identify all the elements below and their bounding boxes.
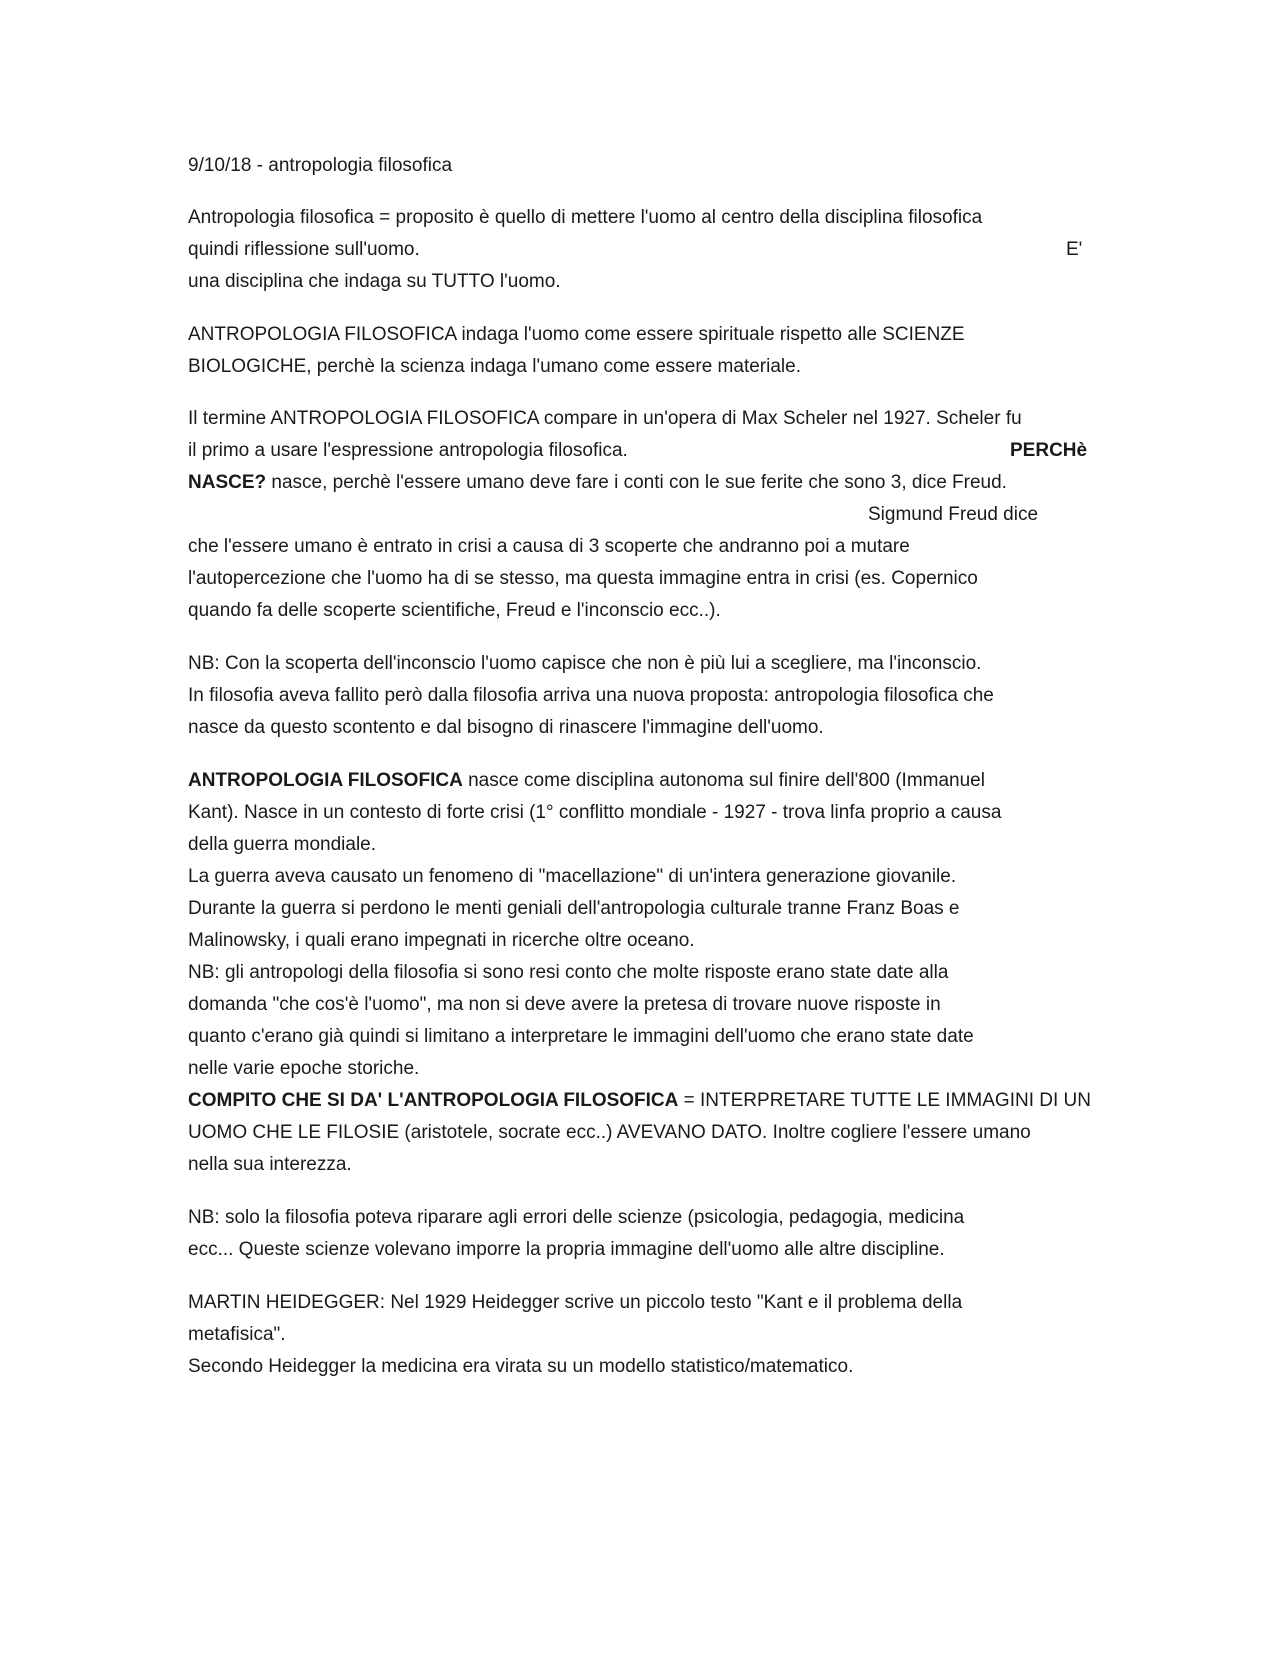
paragraph-3-line-7: quando fa delle scoperte scientifiche, Freud e l'inconscio ecc..). — [188, 600, 721, 621]
paragraph-3-line-4-right: Sigmund Freud dice — [868, 504, 1039, 525]
paragraph-3-bold-heading-right: PERCHè — [1010, 440, 1088, 461]
paragraph-5-line-8: domanda "che cos'è l'uomo", ma non si deve avere la pretesa di trovare nuove risposte in — [188, 994, 941, 1015]
paragraph-1-line-3: una disciplina che indaga su TUTTO l'uomo. — [188, 271, 561, 292]
paragraph-5-line-1 — [188, 769, 985, 793]
paragraph-5-line-12: UOMO CHE LE FILOSIE (aristotele, socrate ecc..) AVEVANO DATO. Inoltre cogliere l'essere umano — [188, 1122, 1031, 1143]
paragraph-1-line-2: quindi riflessione sull'uomo. — [188, 239, 420, 260]
paragraph-4-line-3: nasce da questo scontento e dal bisogno di rinascere l'immagine dell'uomo. — [188, 717, 824, 738]
paragraph-3-line-5: che l'essere umano è entrato in crisi a causa di 3 scoperte che andranno poi a mutare — [188, 536, 910, 557]
paragraph-5-bold-heading-2: COMPITO CHE SI DA' L'ANTROPOLOGIA FILOSOFICA — [188, 1090, 679, 1111]
paragraph-5-line-10: nelle varie epoche storiche. — [188, 1058, 420, 1079]
paragraph-5-line-4: La guerra aveva causato un fenomeno di "macellazione" di un'intera generazione giovanile. — [188, 866, 957, 887]
paragraph-5-bold-heading: ANTROPOLOGIA FILOSOFICA — [188, 770, 463, 791]
paragraph-3-line-2: il primo a usare l'espressione antropologia filosofica. — [188, 440, 628, 461]
paragraph-5-line-1-text: nasce come disciplina autonoma sul finire dell'800 (Immanuel — [462, 770, 985, 791]
paragraph-5-line-3: della guerra mondiale. — [188, 834, 377, 855]
paragraph-3-line-3-text: nasce, perchè l'essere umano deve fare i conti con le sue ferite che sono 3, dice Freud. — [266, 472, 1007, 493]
paragraph-5-line-7: NB: gli antropologi della filosofia si sono resi conto che molte risposte erano state date alla — [188, 962, 949, 983]
paragraph-7-line-3: Secondo Heidegger la medicina era virata su un modello statistico/matematico. — [188, 1356, 854, 1377]
paragraph-5-line-11-text: = INTERPRETARE TUTTE LE IMMAGINI DI UN — [678, 1090, 1091, 1111]
paragraph-2-line-1: ANTROPOLOGIA FILOSOFICA indaga l'uomo come essere spirituale rispetto alle SCIENZE — [188, 324, 965, 345]
paragraph-5-line-11 — [188, 1089, 1091, 1113]
paragraph-5-line-13: nella sua interezza. — [188, 1154, 352, 1175]
paragraph-3-line-3 — [188, 471, 1007, 495]
paragraph-5-line-2: Kant). Nasce in un contesto di forte crisi (1° conflitto mondiale - 1927 - trova linfa proprio a causa — [188, 802, 1002, 823]
paragraph-4-line-1: NB: Con la scoperta dell'inconscio l'uomo capisce che non è più lui a scegliere, ma l'inconscio. — [188, 653, 982, 674]
paragraph-7-line-1: MARTIN HEIDEGGER: Nel 1929 Heidegger scrive un piccolo testo "Kant e il problema della — [188, 1292, 963, 1313]
paragraph-7-line-2: metafisica". — [188, 1324, 286, 1345]
paragraph-2-line-2: BIOLOGICHE, perchè la scienza indaga l'umano come essere materiale. — [188, 356, 801, 377]
paragraph-1-line-1: Antropologia filosofica = proposito è quello di mettere l'uomo al centro della disciplina filosofica — [188, 207, 983, 228]
paragraph-3-line-1: Il termine ANTROPOLOGIA FILOSOFICA compare in un'opera di Max Scheler nel 1927. Scheler fu — [188, 408, 1022, 429]
paragraph-5-line-9: quanto c'erano già quindi si limitano a interpretare le immagini dell'uomo che erano state date — [188, 1026, 974, 1047]
paragraph-6-line-2: ecc... Queste scienze volevano imporre la propria immagine dell'uomo alle altre discipline. — [188, 1239, 945, 1260]
paragraph-5-line-6: Malinowsky, i quali erano impegnati in ricerche oltre oceano. — [188, 930, 695, 951]
paragraph-6-line-1: NB: solo la filosofia poteva riparare agli errori delle scienze (psicologia, pedagogia, medicina — [188, 1207, 965, 1228]
paragraph-4-line-2: In filosofia aveva fallito però dalla filosofia arriva una nuova proposta: antropologia filosofica che — [188, 685, 994, 706]
paragraph-3-line-6: l'autopercezione che l'uomo ha di se stesso, ma questa immagine entra in crisi (es. Copernico — [188, 568, 978, 589]
document-title: 9/10/18 - antropologia filosofica — [188, 155, 453, 176]
paragraph-1-line-2-right: E' — [1066, 239, 1083, 260]
paragraph-3-bold-heading: NASCE? — [188, 472, 267, 493]
paragraph-5-line-5: Durante la guerra si perdono le menti geniali dell'antropologia culturale tranne Franz Boas e — [188, 898, 960, 919]
